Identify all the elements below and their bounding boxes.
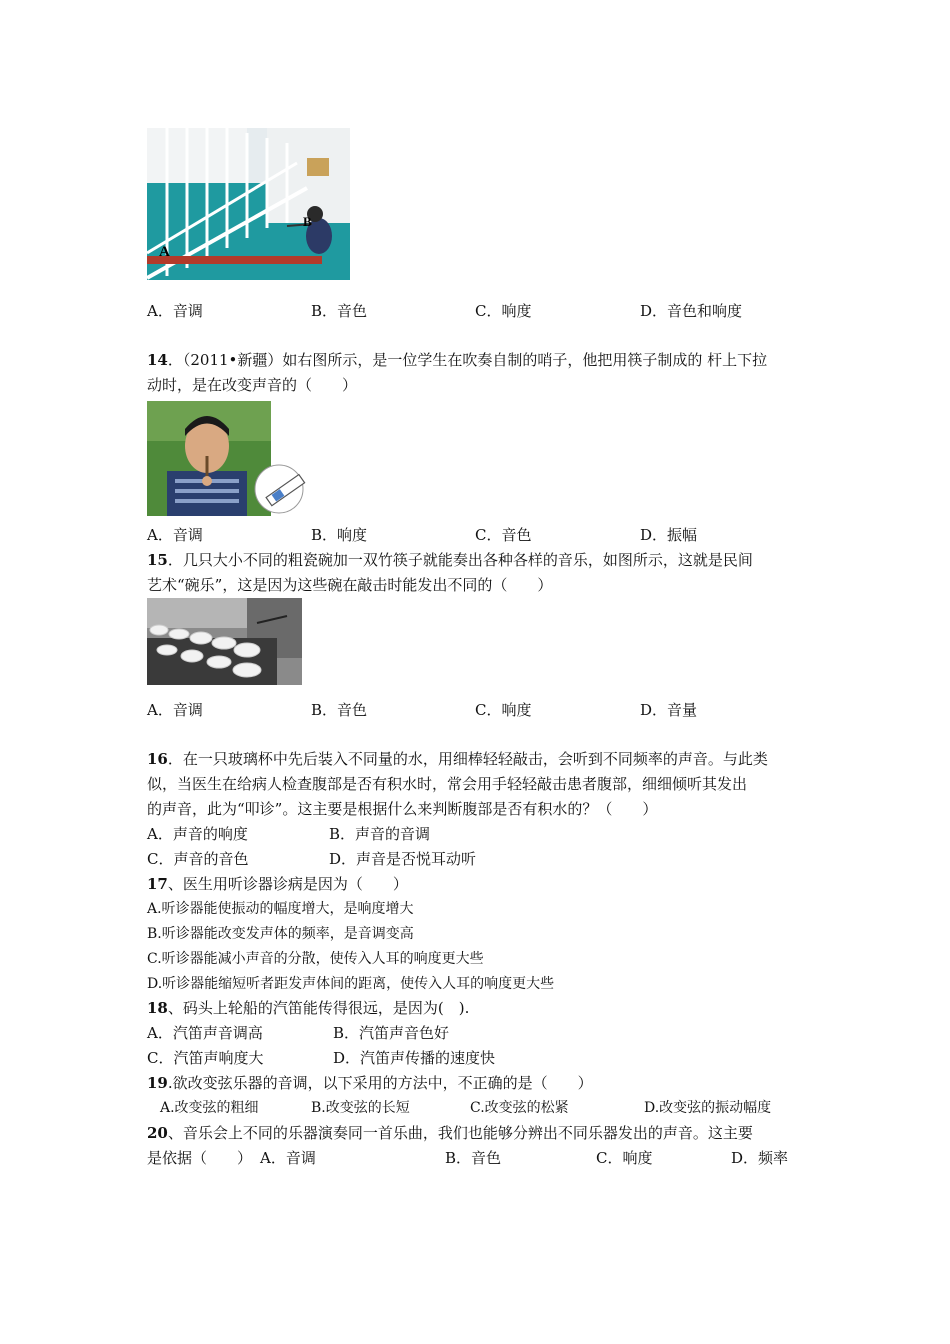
q19-option-c[interactable]: C.改变弦的松紧 [470,1100,569,1116]
q14-option-b[interactable]: B．响度 [311,526,368,544]
q14-option-c[interactable]: C．音色 [475,526,532,544]
q20-number: 20 [147,1124,168,1142]
q19-number: 19 [147,1074,168,1092]
q18-number: 18 [147,999,168,1017]
q20-line2: 是依据（ ） [147,1149,253,1167]
q20-option-a[interactable]: A．音调 [260,1149,316,1167]
q15-line2: 艺术“碗乐”，这是因为这些碗在敲击时能发出不同的（ ） [147,576,553,594]
q19-option-d[interactable]: D.改变弦的振动幅度 [644,1100,772,1116]
q13-option-a[interactable]: A．音调 [147,302,203,320]
whistle-illustration [147,401,307,516]
q17-option-b[interactable]: B.听诊器能改变发声体的频率，是音调变高 [147,926,414,942]
q13-option-c[interactable]: C．响度 [475,302,532,320]
label-a: A [159,244,170,260]
q16-option-b[interactable]: B．声音的音调 [329,825,431,843]
q16-number: 16 [147,750,168,768]
q14-line2: 动时，是在改变声音的（ ） [147,376,358,394]
q16-option-c[interactable]: C．声音的音色 [147,850,249,868]
q17-option-a[interactable]: A.听诊器能使振动的幅度增大，是响度增大 [147,901,414,917]
q17-stem: 17、医生用听诊器诊病是因为（ ） [147,875,408,893]
q14-option-a[interactable]: A．音调 [147,526,203,544]
q16-option-d[interactable]: D．声音是否悦耳动听 [329,850,477,868]
q16-line2: 似，当医生在给病人检查腹部是否有积水时，常会用手轻轻敲击患者腹部，细细倾听其发出 [147,775,748,793]
q15-number: 15 [147,551,168,569]
q17-option-d[interactable]: D.听诊器能缩短听者距发声体间的距离，使传入人耳的响度更大些 [147,976,555,992]
q15-option-b[interactable]: B．音色 [311,701,368,719]
q18-stem: 18、码头上轮船的汽笛能传得很远，是因为( ). [147,999,470,1017]
staircase-photo [147,128,350,280]
q19-option-b[interactable]: B.改变弦的长短 [311,1100,410,1116]
staircase-illustration [147,128,350,280]
whistle-photo [147,401,307,516]
q16-option-a[interactable]: A．声音的响度 [147,825,248,843]
q15-option-c[interactable]: C．响度 [475,701,532,719]
q20-option-b[interactable]: B．音色 [445,1149,502,1167]
bowls-photo [147,598,302,685]
q14-line1: 14．（2011•新疆）如右图所示，是一位学生在吹奏自制的哨子，他把用筷子制成的 杆上下拉 [147,351,768,369]
q14-option-d[interactable]: D．振幅 [640,526,698,544]
q13-option-d[interactable]: D．音色和响度 [640,302,743,320]
q15-option-d[interactable]: D．音量 [640,701,698,719]
q15-option-a[interactable]: A．音调 [147,701,203,719]
q20-option-c[interactable]: C．响度 [596,1149,653,1167]
q13-option-b[interactable]: B．音色 [311,302,368,320]
q20-line1: 20、音乐会上不同的乐器演奏同一首乐曲，我们也能够分辨出不同乐器发出的声音。这主要 [147,1124,753,1142]
q17-option-c[interactable]: C.听诊器能减小声音的分散，使传入人耳的响度更大些 [147,951,484,967]
q18-option-c[interactable]: C．汽笛声响度大 [147,1049,264,1067]
label-b: B [303,214,312,229]
bowls-illustration [147,598,302,685]
q18-option-b[interactable]: B．汽笛声音色好 [333,1024,450,1042]
q19-option-a[interactable]: A.改变弦的粗细 [160,1100,259,1116]
q20-option-d[interactable]: D．频率 [731,1149,789,1167]
q18-option-a[interactable]: A．汽笛声音调高 [147,1024,263,1042]
q15-line1: 15．几只大小不同的粗瓷碗加一双竹筷子就能奏出各种各样的音乐，如图所示，这就是民间 [147,551,753,569]
q18-option-d[interactable]: D．汽笛声传播的速度快 [333,1049,496,1067]
q19-stem: 19.欲改变弦乐器的音调，以下采用的方法中，不正确的是（ ） [147,1074,593,1092]
q17-number: 17 [147,875,168,893]
q14-number: 14 [147,351,168,369]
q16-line1: 16．在一只玻璃杯中先后装入不同量的水，用细棒轻轻敲击，会听到不同频率的声音。与此类 [147,750,768,768]
q16-line3: 的声音，此为“叩诊”。这主要是根据什么来判断腹部是否有积水的？（ ） [147,800,658,818]
